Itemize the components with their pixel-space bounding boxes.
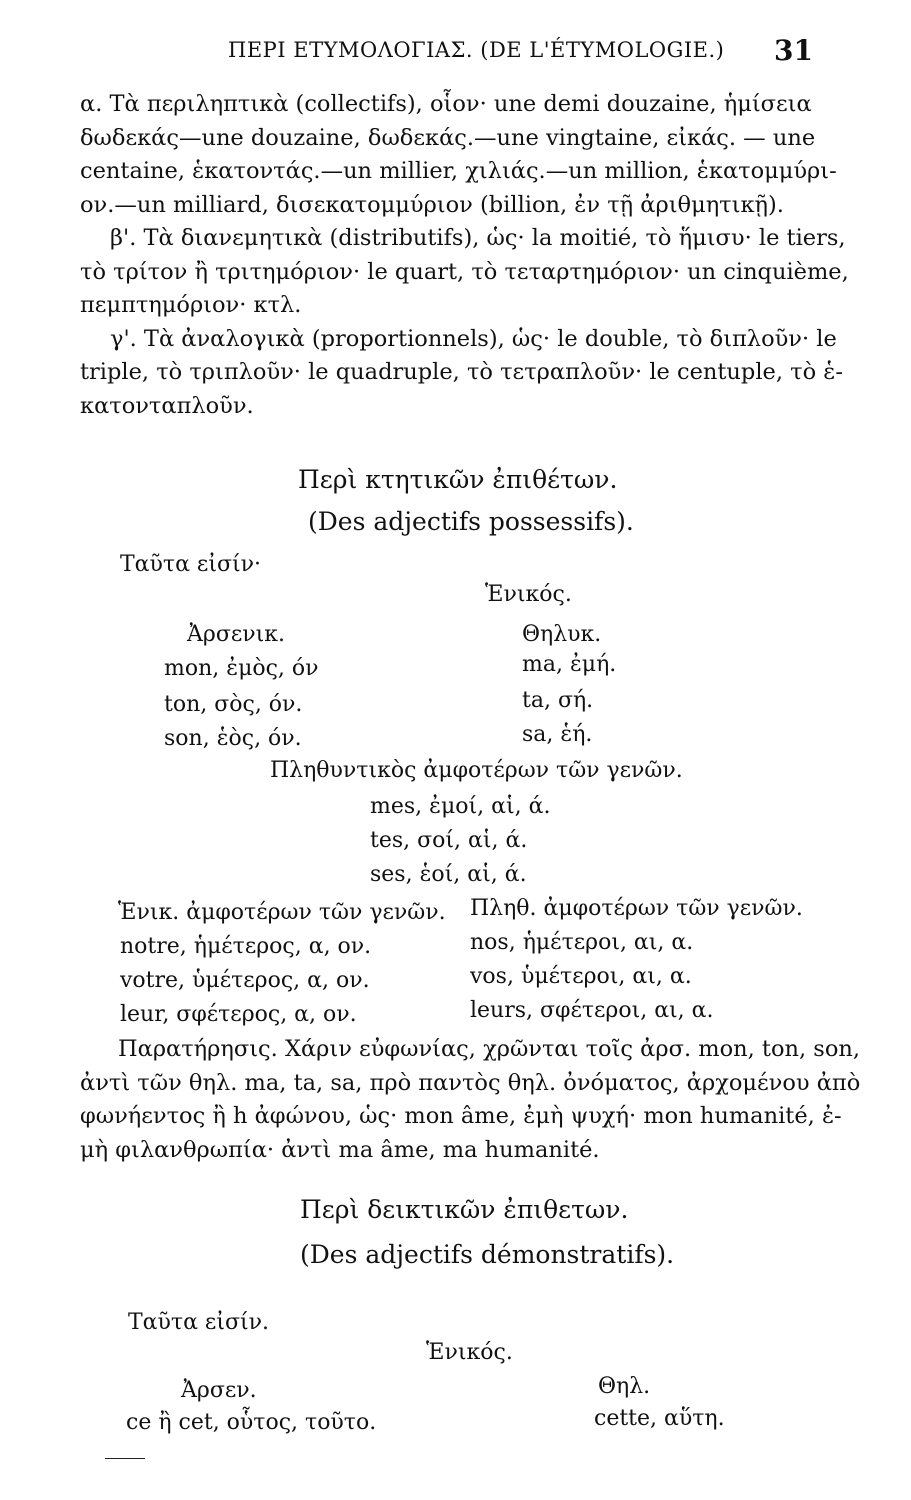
masc-form: ton, σὸς, όν. [164, 692, 303, 717]
sing-both-form: notre, ἡμέτερος, α, ον. [120, 934, 372, 959]
sing-both-form: votre, ὑμέτερος, α, ον. [120, 968, 370, 993]
intro-line: δωδεκάς—une douzaine, δωδεκάς.—une vingtaine, εἰκάς. — une [80, 124, 816, 151]
plural-form: ses, ἑοί, αἱ, ά. [370, 862, 527, 887]
fem-form: ma, ἐμή. [522, 652, 617, 677]
intro-line: triple, τὸ τριπλοῦν· le quadruple, τὸ τετραπλοῦν· le centuple, τὸ ἑ- [80, 359, 843, 385]
plural-form: mes, ἐμοί, αἱ, ά. [370, 794, 551, 819]
section2-masc-form: ce ἢ cet, οὗτος, τοῦτο. [126, 1410, 377, 1435]
plur-both-label: Πληθ. ἀμφοτέρων τῶν γενῶν. [470, 896, 803, 921]
bottom-rule [105, 1458, 145, 1459]
masc-form: son, ἑὸς, όν. [164, 726, 302, 751]
running-header: ΠΕΡΙ ΕΤΥΜΟΛΟΓΙΑΣ. (DE L'ÉTYMOLOGIE.) [228, 38, 725, 62]
section1-masc-label: Ἀρσενικ. [187, 622, 285, 647]
intro-line: τὸ τρίτον ἢ τριτημόριον· le quart, τὸ τεταρτημόριον· un cinquième, [80, 258, 849, 285]
intro-line: πεμπτημόριον· κτλ. [80, 292, 302, 318]
section1-intro: Ταῦτα εἰσίν· [120, 552, 261, 577]
sing-both-label: Ἑνικ. ἀμφοτέρων τῶν γενῶν. [118, 900, 446, 925]
plur-both-form: nos, ἡμέτεροι, αι, α. [470, 930, 694, 955]
section2-title-french: (Des adjectifs démonstratifs). [300, 1240, 675, 1269]
intro-line: β'. Τὰ διανεμητικὰ (distributifs), ὡς· la moitié, τὸ ἥμισυ· le tiers, [110, 225, 846, 251]
fem-form: sa, ἑή. [522, 722, 593, 747]
intro-line: centaine, ἑκατοντάς.—un millier, χιλιάς.—un million, ἑκατομμύρι- [80, 158, 837, 184]
masc-form: mon, ἐμὸς, όν [164, 656, 319, 681]
remark-line: μὴ φιλανθρωπία· ἀντὶ ma âme, ma humanité. [80, 1136, 600, 1163]
plur-both-form: leurs, σφέτεροι, αι, α. [470, 998, 714, 1023]
plural-label: Πληθυντικὸς ἀμφοτέρων τῶν γενῶν. [270, 758, 683, 783]
section2-fem-label: Θηλ. [598, 1374, 651, 1399]
section2-fem-form: cette, αὕτη. [594, 1406, 725, 1431]
remark-line: Παρατήρησις. Χάριν εὐφωνίας, χρῶνται τοῖς ἀρσ. mon, ton, son, [118, 1036, 861, 1062]
page-number: 31 [774, 34, 813, 67]
fem-form: ta, σή. [522, 688, 594, 713]
remark-paragraph [80, 1033, 861, 1167]
section2-masc-label: Ἀρσεν. [181, 1378, 257, 1403]
intro-paragraph [80, 88, 849, 423]
intro-line: α. Τὰ περιληπτικὰ (collectifs), οἷον· une demi douzaine, ἡμίσεια [80, 91, 812, 117]
plural-form: tes, σοί, αἱ, ά. [370, 828, 528, 853]
section2-singular-label: Ἑνικός. [426, 1340, 513, 1365]
intro-line: κατονταπλοῦν. [80, 392, 254, 419]
sing-both-form: leur, σφέτερος, α, ον. [120, 1002, 357, 1027]
remark-line: ἀντὶ τῶν θηλ. ma, ta, sa, πρὸ παντὸς θηλ. ὀνόματος, ἀρχομένου ἀπὸ [80, 1069, 861, 1096]
section1-title-french: (Des adjectifs possessifs). [308, 507, 634, 536]
section1-singular-label: Ἑνικός. [485, 582, 572, 607]
section2-title-greek: Περὶ δεικτικῶν ἐπιθετων. [300, 1195, 629, 1224]
remark-line: φωνήεντος ἢ h ἀφώνου, ὡς· mon âme, ἐμὴ ψυχή· mon humanité, ἐ- [80, 1103, 842, 1129]
intro-line: γ'. Τὰ ἀναλογικὰ (proportionnels), ὡς· le double, τὸ διπλοῦν· le [110, 325, 837, 352]
intro-line: ον.—un milliard, δισεκατομμύριον (billion, ἐν τῇ ἀριθμητικῇ). [80, 191, 784, 218]
section2-intro: Ταῦτα εἰσίν. [128, 1310, 269, 1335]
section1-title-greek: Περὶ κτητικῶν ἐπιθέτων. [298, 465, 618, 494]
plur-both-form: vos, ὑμέτεροι, αι, α. [470, 964, 692, 989]
section1-fem-label: Θηλυκ. [522, 622, 602, 647]
